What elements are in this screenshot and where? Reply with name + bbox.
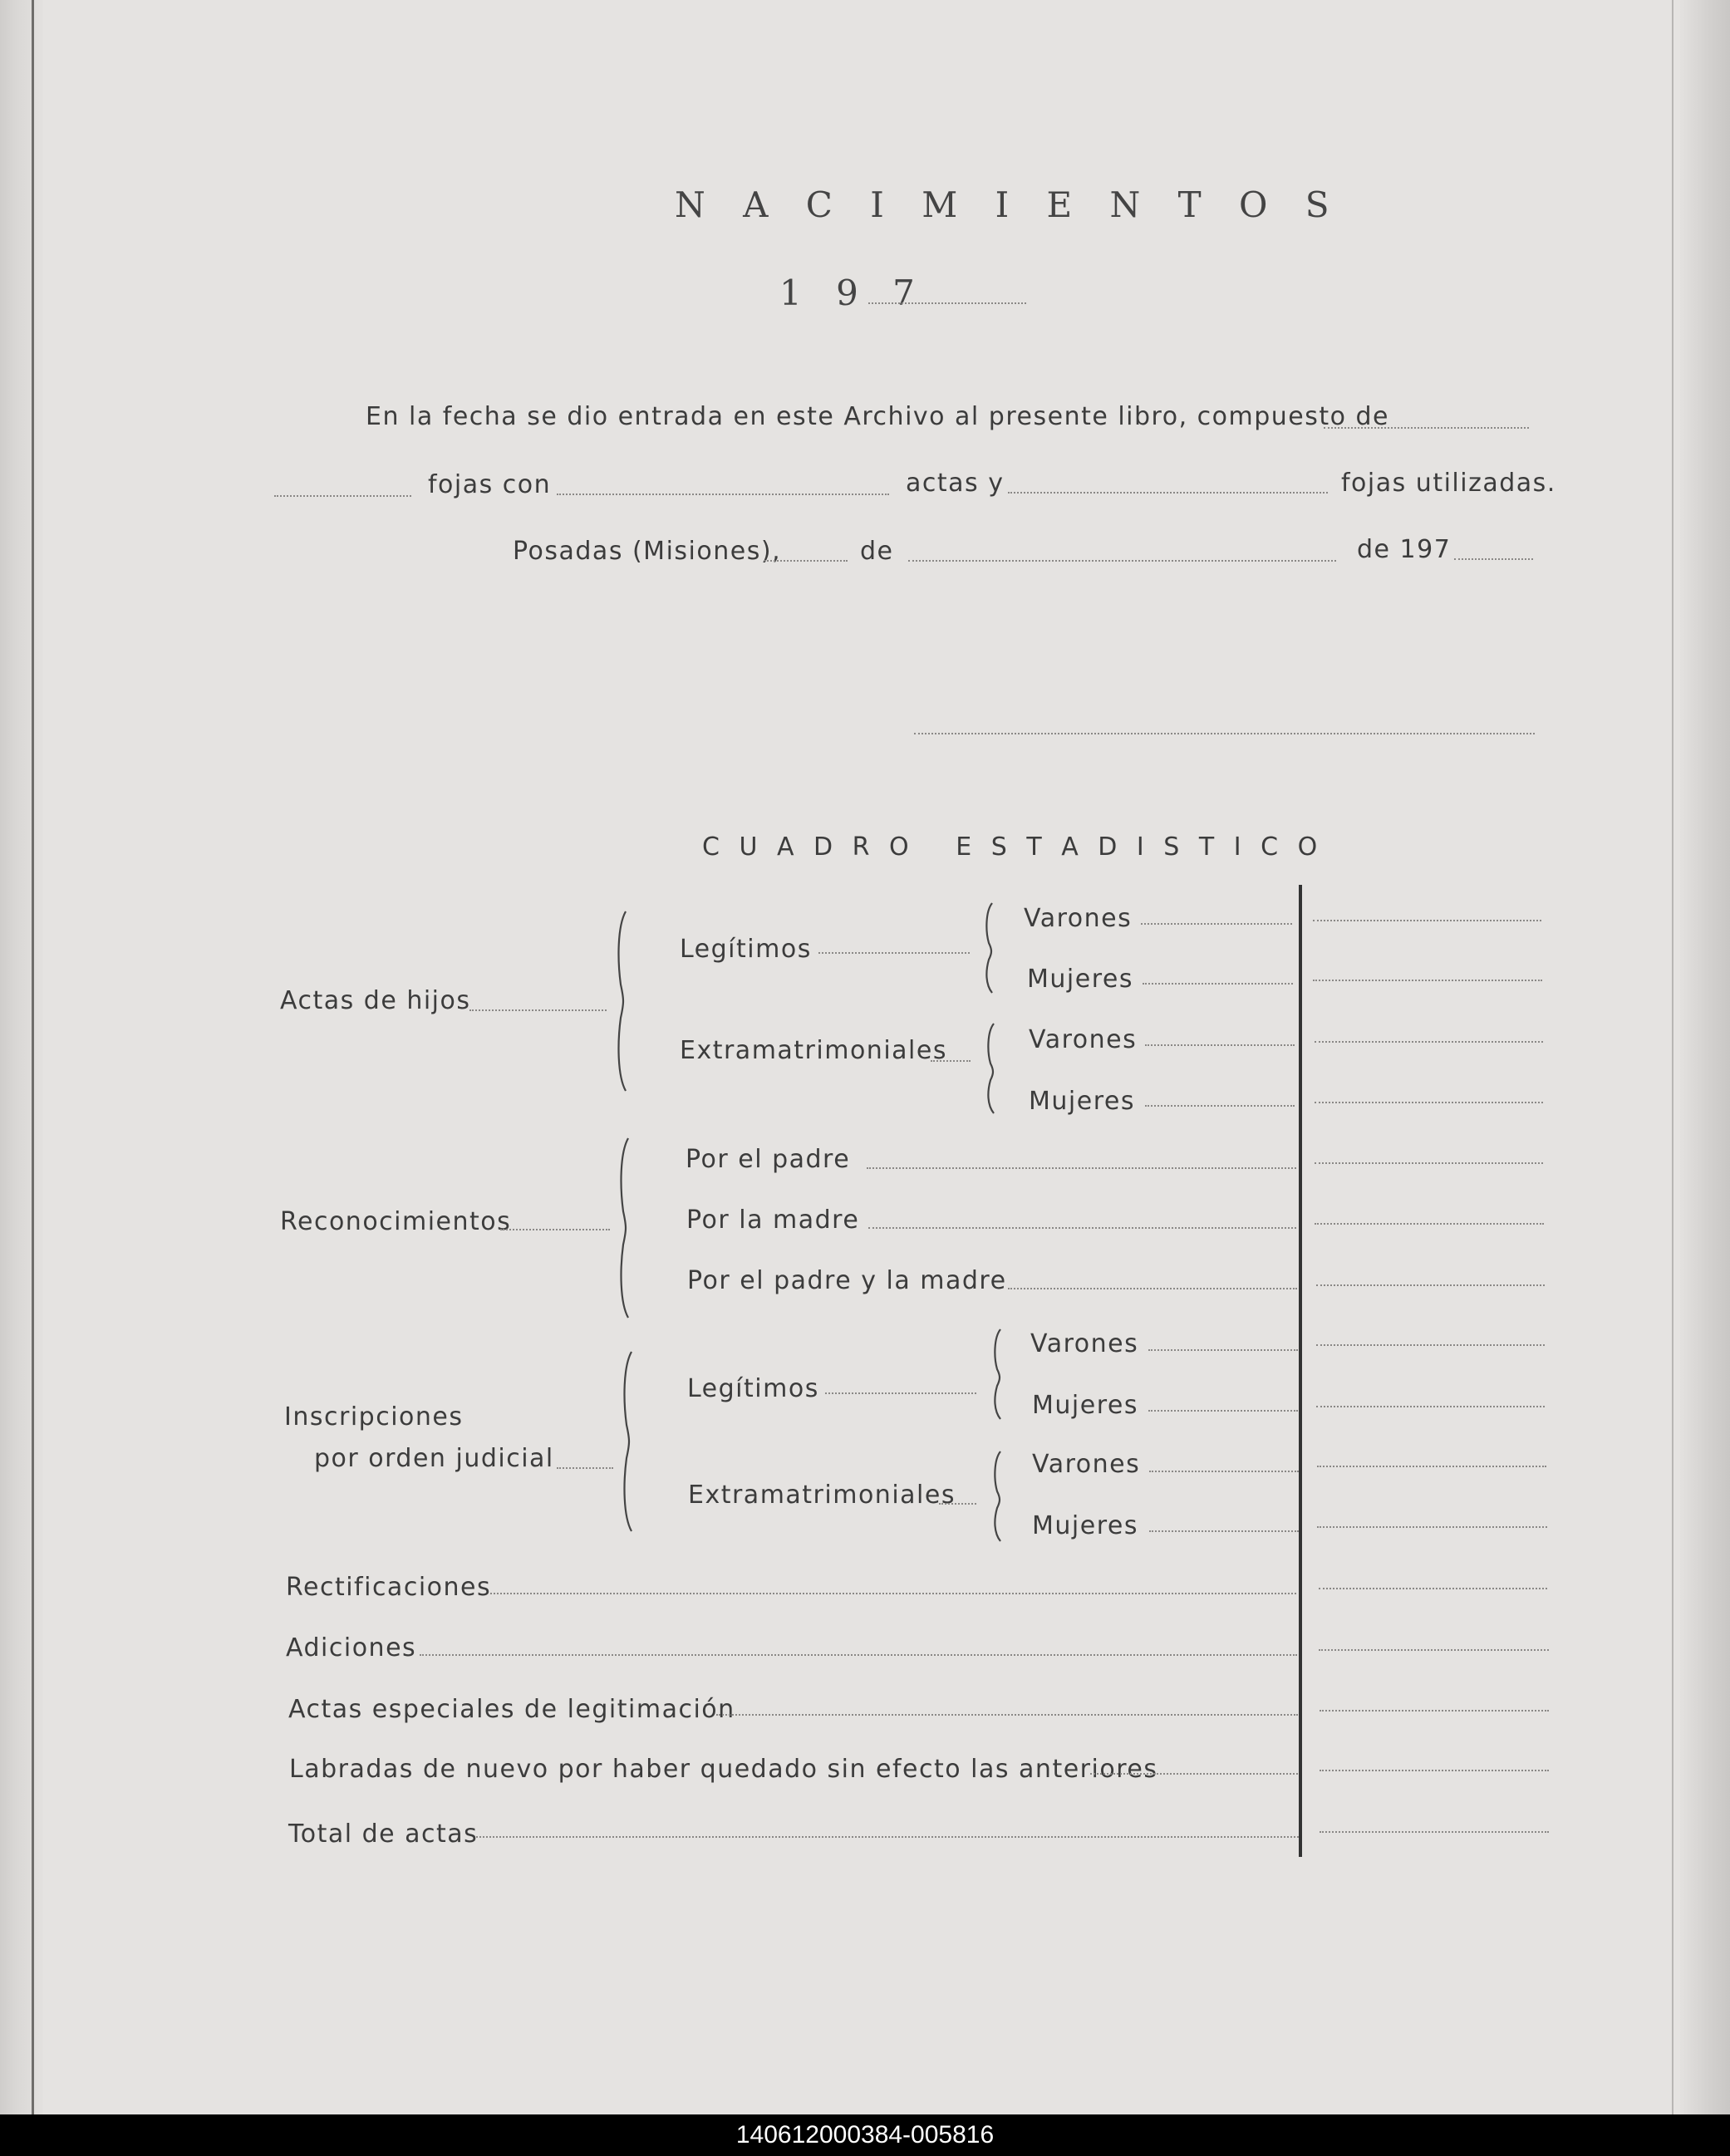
brace-extramatrimoniales-2 xyxy=(989,1450,1009,1543)
page-right-edge-line xyxy=(1672,0,1673,2114)
insc-mujeres-ext-blank[interactable] xyxy=(1149,1530,1299,1532)
intro-line-1: En la fecha se dio entrada en este Archivo al presente libro, compuesto de xyxy=(366,402,1390,431)
inscripciones-label-2: por orden judicial xyxy=(314,1444,554,1473)
por-padre-label: Por el padre xyxy=(686,1145,851,1174)
mujeres-label: Mujeres xyxy=(1032,1391,1138,1420)
total-actas-value[interactable] xyxy=(1320,1831,1549,1833)
mujeres-ext-value[interactable] xyxy=(1315,1102,1543,1103)
adiciones-value[interactable] xyxy=(1319,1649,1549,1651)
varones-label: Varones xyxy=(1032,1450,1141,1479)
scan-id-footer: 140612000384-005816 xyxy=(0,2114,1730,2156)
mujeres-label: Mujeres xyxy=(1032,1511,1138,1540)
total-actas-blank[interactable] xyxy=(476,1836,1299,1838)
por-madre-label: Por la madre xyxy=(686,1206,860,1235)
brace-extramatrimoniales-1 xyxy=(982,1022,1002,1115)
rectificaciones-blank[interactable] xyxy=(490,1593,1296,1594)
legitimos-blank[interactable] xyxy=(818,952,970,954)
rectificaciones-label: Rectificaciones xyxy=(286,1573,492,1602)
inscripciones-blank[interactable] xyxy=(557,1467,613,1469)
varones-ext-blank[interactable] xyxy=(1145,1044,1295,1046)
de-year-label: de 197 xyxy=(1357,535,1452,564)
varones-label: Varones xyxy=(1024,904,1133,933)
labradas-value[interactable] xyxy=(1320,1770,1549,1771)
por-padre-blank[interactable] xyxy=(867,1167,1296,1169)
insc-mujeres-ext-value[interactable] xyxy=(1317,1526,1547,1528)
brace-actas-hijos xyxy=(611,910,636,1093)
rectificaciones-value[interactable] xyxy=(1319,1588,1547,1589)
insc-varones-ext-blank[interactable] xyxy=(1149,1471,1299,1472)
labradas-label: Labradas de nuevo por haber quedado sin efecto las anteriores xyxy=(289,1755,1158,1784)
insc-varones-leg-blank[interactable] xyxy=(1148,1349,1298,1351)
actas-especiales-blank[interactable] xyxy=(716,1714,1298,1716)
de-label: de xyxy=(860,537,894,566)
mujeres-leg-value[interactable] xyxy=(1313,980,1542,981)
por-padre-value[interactable] xyxy=(1315,1162,1543,1164)
mujeres-label: Mujeres xyxy=(1027,965,1133,994)
brace-legitimos-1 xyxy=(980,901,1000,995)
page-title: N A C I M I E N T O S xyxy=(675,184,1343,225)
varones-label: Varones xyxy=(1029,1025,1138,1054)
page-binding-edge xyxy=(0,0,43,2114)
inscripciones-label-1: Inscripciones xyxy=(284,1402,464,1432)
extramatrimoniales-blank[interactable] xyxy=(931,1060,971,1062)
brace-inscripciones xyxy=(617,1350,641,1533)
day-blank[interactable] xyxy=(764,560,848,562)
actas-especiales-label: Actas especiales de legitimación xyxy=(288,1695,735,1724)
insc-legitimos-blank[interactable] xyxy=(825,1392,976,1394)
por-madre-value[interactable] xyxy=(1315,1223,1544,1225)
fojas-used-blank[interactable] xyxy=(1008,492,1328,494)
insc-mujeres-leg-value[interactable] xyxy=(1316,1406,1545,1407)
por-ambos-label: Por el padre y la madre xyxy=(687,1266,1007,1295)
varones-ext-value[interactable] xyxy=(1315,1041,1543,1043)
mujeres-label: Mujeres xyxy=(1029,1087,1135,1116)
extramatrimoniales-label: Extramatrimoniales xyxy=(680,1036,947,1065)
fojas-con-label: fojas con xyxy=(428,470,552,499)
stats-title: C U A D R O E S T A D I S T I C O xyxy=(702,832,1324,862)
total-actas-label: Total de actas xyxy=(288,1820,479,1849)
mujeres-ext-blank[interactable] xyxy=(1145,1105,1295,1107)
adiciones-label: Adiciones xyxy=(286,1633,417,1662)
actas-hijos-label: Actas de hijos xyxy=(280,986,471,1015)
actas-count-blank[interactable] xyxy=(557,494,889,495)
month-blank[interactable] xyxy=(908,560,1336,562)
signature-line[interactable] xyxy=(914,733,1535,734)
mujeres-leg-blank[interactable] xyxy=(1143,983,1293,985)
reconocimientos-blank[interactable] xyxy=(500,1229,610,1230)
actas-especiales-value[interactable] xyxy=(1320,1710,1549,1712)
legitimos-label: Legítimos xyxy=(680,935,812,964)
insc-extramatrimoniales-blank[interactable] xyxy=(939,1503,976,1505)
brace-reconocimientos xyxy=(613,1137,638,1319)
varones-leg-value[interactable] xyxy=(1313,920,1541,921)
brace-legitimos-2 xyxy=(989,1328,1009,1421)
labradas-blank[interactable] xyxy=(1090,1773,1298,1775)
column-divider xyxy=(1299,885,1302,1857)
adiciones-blank[interactable] xyxy=(420,1654,1297,1656)
extramatrimoniales-label: Extramatrimoniales xyxy=(688,1481,956,1510)
insc-mujeres-leg-blank[interactable] xyxy=(1148,1410,1298,1412)
actas-y-label: actas y xyxy=(906,469,1005,498)
por-madre-blank[interactable] xyxy=(868,1227,1296,1229)
fojas-count-blank[interactable] xyxy=(274,495,411,497)
year-label: 1 9 7 xyxy=(779,273,926,313)
legitimos-label: Legítimos xyxy=(687,1374,819,1403)
por-ambos-blank[interactable] xyxy=(1008,1288,1297,1289)
insc-varones-ext-value[interactable] xyxy=(1317,1466,1546,1467)
varones-leg-blank[interactable] xyxy=(1141,923,1292,925)
page-edge-line xyxy=(32,0,34,2114)
place-label: Posadas (Misiones), xyxy=(513,537,782,566)
year-suffix-blank[interactable] xyxy=(1454,558,1533,560)
insc-varones-leg-value[interactable] xyxy=(1316,1344,1545,1346)
fojas-total-blank[interactable] xyxy=(1324,427,1529,429)
year-blank[interactable] xyxy=(868,302,1026,304)
fojas-utilizadas-label: fojas utilizadas. xyxy=(1341,469,1556,498)
por-ambos-value[interactable] xyxy=(1316,1284,1545,1286)
reconocimientos-label: Reconocimientos xyxy=(280,1207,512,1236)
page-right-edge xyxy=(1680,0,1730,2114)
varones-label: Varones xyxy=(1030,1329,1139,1358)
actas-hijos-blank[interactable] xyxy=(469,1009,607,1011)
